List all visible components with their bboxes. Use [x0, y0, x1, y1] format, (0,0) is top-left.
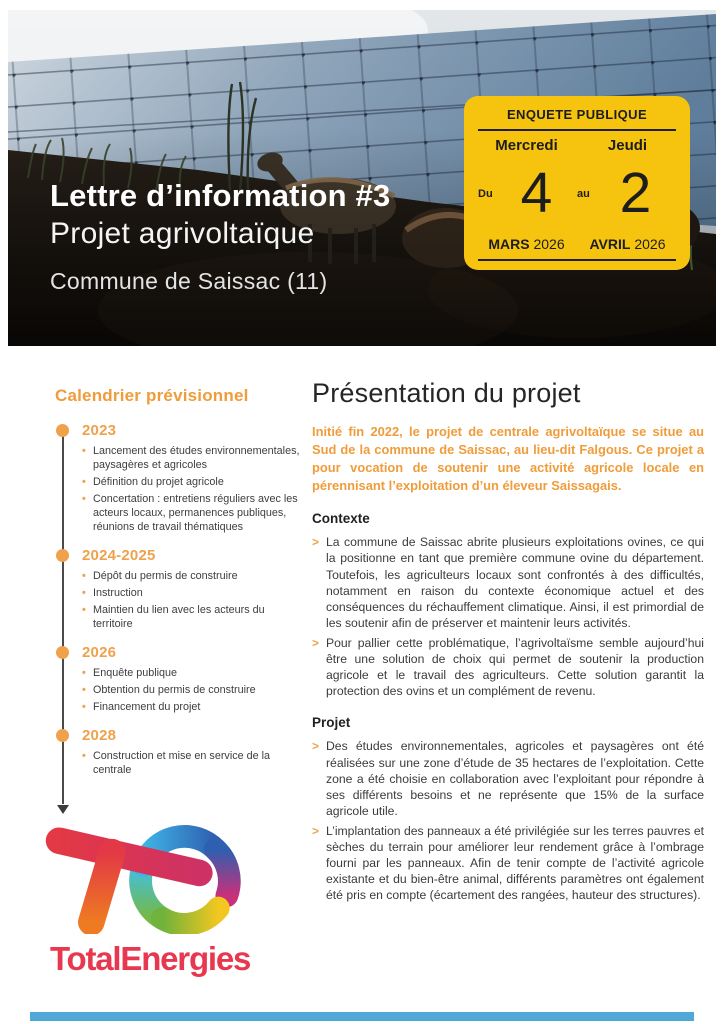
- end-month: AVRIL: [589, 236, 631, 252]
- to-label: au: [577, 188, 590, 200]
- bullet-dot-icon: •: [82, 667, 86, 680]
- section-bullet-text: Pour pallier cette problématique, l’agrivoltaïsme semble aujourd’hui être une solution de choix qui permet de soutenir la production agricole et le travail des agriculteurs. Cette solution garantit la protection des ovins et un complément de revenu.: [326, 635, 704, 699]
- chevron-bullet-icon: >: [312, 739, 320, 754]
- newsletter-subtitle: Projet agrivoltaïque: [50, 216, 315, 250]
- presentation-section: [312, 378, 704, 907]
- section-bullet: [312, 823, 704, 904]
- hero-title-block: [50, 178, 390, 295]
- section-bullet-text: La commune de Saissac abrite plusieurs exploitations ovines, ce qui la positionne en tant que première commune ovine du département. Toutefois, les agriculteurs locaux sont confrontés à des difficultés, notamment en raison du contexte économique actuel et des conséquences du réchauffement climatique. Ainsi, il est primordial de les soutenir afin de préserver et maintenir leurs activités.: [326, 535, 704, 631]
- notice-months: [476, 236, 678, 252]
- section-heading: Contexte: [312, 511, 370, 527]
- timeline-calendar: [55, 386, 303, 806]
- footer-accent-bar: [30, 1012, 694, 1021]
- milestone-item: [82, 666, 303, 680]
- milestone-item: [82, 603, 303, 631]
- totalenergies-logo-icon: [42, 810, 260, 934]
- newsletter-title: Lettre d’information #3: [50, 178, 391, 213]
- timeline-milestone: [55, 547, 303, 631]
- start-year: 2026: [533, 236, 565, 252]
- section-bullet-text: Des études environnementales, agricoles et paysagères ont été réalisées sur une zone d’étude de 35 hectares de l’exploitation. Cette zone a été choisie en collaboration avec l’exploitant pour répondre à ses différents besoins et ne représente que 15% de la surface agricole utile.: [326, 739, 704, 819]
- start-month: MARS: [488, 236, 530, 252]
- milestone-item: [82, 700, 303, 714]
- bullet-dot-icon: •: [82, 476, 86, 489]
- bullet-dot-icon: •: [82, 445, 86, 457]
- section-bullet: [312, 635, 704, 700]
- milestone-items: [82, 444, 303, 534]
- intro-paragraph: Initié fin 2022, le projet de centrale agrivoltaïque se situe au Sud de la commune de Saissac, au lieu-dit Falgous. Ce projet a pour vocation de soutenir une activité agricole locale en pérennisant l’exploitation d’un éleveur Saissagais.: [312, 424, 704, 494]
- bullet-dot-icon: •: [82, 493, 86, 506]
- milestone-item: [82, 569, 303, 583]
- timeline-dot: [56, 729, 69, 742]
- milestone-item: [82, 475, 303, 489]
- milestone-item: [82, 492, 303, 534]
- milestone-year: 2026: [82, 644, 117, 662]
- bullet-dot-icon: •: [82, 587, 86, 600]
- milestone-items: [82, 749, 303, 777]
- end-day-number: 2: [619, 161, 652, 226]
- milestone-item: [82, 683, 303, 697]
- milestone-items: [82, 569, 303, 631]
- milestone-item-text: Obtention du permis de construire: [93, 684, 256, 697]
- public-inquiry-label: ENQUETE PUBLIQUE: [506, 107, 648, 122]
- totalenergies-logo: [42, 810, 272, 978]
- section-heading: Projet: [312, 715, 351, 731]
- end-day-name: Jeudi: [607, 137, 648, 154]
- start-day-number: 4: [520, 161, 553, 226]
- section-bullet: [312, 738, 704, 819]
- timeline-milestone: [55, 644, 303, 714]
- timeline-dot: [56, 424, 69, 437]
- notice-divider-top: [478, 129, 676, 131]
- milestone-item-text: Lancement des études environnementales, paysagères et agricoles: [93, 445, 300, 472]
- milestone-year: 2023: [82, 422, 117, 439]
- milestone-items: [82, 666, 303, 714]
- section-bullet: [312, 534, 704, 631]
- timeline-milestone: [55, 422, 303, 534]
- chevron-bullet-icon: >: [312, 635, 320, 650]
- bullet-dot-icon: •: [82, 604, 86, 617]
- bullet-dot-icon: •: [82, 570, 86, 583]
- presentation-heading: Présentation du projet: [312, 378, 581, 408]
- milestone-item: [82, 444, 303, 472]
- milestone-item-text: Construction et mise en service de la centrale: [93, 750, 271, 777]
- milestone-item-text: Définition du projet agricole: [93, 476, 224, 489]
- start-day-name: Mercredi: [495, 137, 558, 154]
- notice-day-names: [476, 137, 678, 154]
- start-month-year: [476, 236, 577, 252]
- end-month-year: [577, 236, 678, 252]
- milestone-year: 2028: [82, 727, 117, 745]
- section-bullet-text: L’implantation des panneaux a été privilégiée sur les terres pauvres et sèches du terrain pour améliorer leur rendement grâce à l’ombrage fourni par les panneaux. Afin de tenir compte de l’activité agricole existante et du bien-être animal, différents paramètres ont également été pris en compte (écartement des rangées, hauteur des structures).: [326, 823, 704, 903]
- timeline: [55, 422, 303, 806]
- timeline-milestone: [55, 727, 303, 777]
- bullet-dot-icon: •: [82, 684, 86, 697]
- milestone-item-text: Concertation : entretiens réguliers avec les acteurs locaux, permanences publiques, réunions de travail thématiques: [93, 493, 298, 534]
- totalenergies-wordmark: TotalEnergies: [50, 940, 251, 977]
- milestone-item-text: Financement du projet: [93, 701, 201, 714]
- milestone-item: [82, 749, 303, 777]
- chevron-bullet-icon: >: [312, 823, 320, 838]
- chevron-bullet-icon: >: [312, 535, 320, 550]
- public-inquiry-box: [464, 96, 690, 270]
- hero-photo: [8, 10, 716, 346]
- calendar-heading: Calendrier prévisionnel: [55, 386, 249, 405]
- end-year: 2026: [634, 236, 666, 252]
- milestone-item-text: Maintien du lien avec les acteurs du territoire: [93, 604, 265, 631]
- from-label: Du: [478, 188, 493, 200]
- bullet-dot-icon: •: [82, 701, 86, 714]
- milestone-item-text: Instruction: [93, 587, 143, 600]
- milestone-item: [82, 586, 303, 600]
- milestone-item-text: Enquête publique: [93, 667, 178, 680]
- notice-divider-bottom: [478, 259, 676, 261]
- timeline-dot: [56, 549, 69, 562]
- timeline-dot: [56, 646, 69, 659]
- bullet-dot-icon: •: [82, 750, 86, 763]
- milestone-year: 2024-2025: [82, 547, 156, 565]
- presentation-body: [312, 511, 704, 903]
- commune-line: Commune de Saissac (11): [50, 267, 328, 294]
- notice-dates: [476, 154, 678, 234]
- milestone-item-text: Dépôt du permis de construire: [93, 570, 238, 583]
